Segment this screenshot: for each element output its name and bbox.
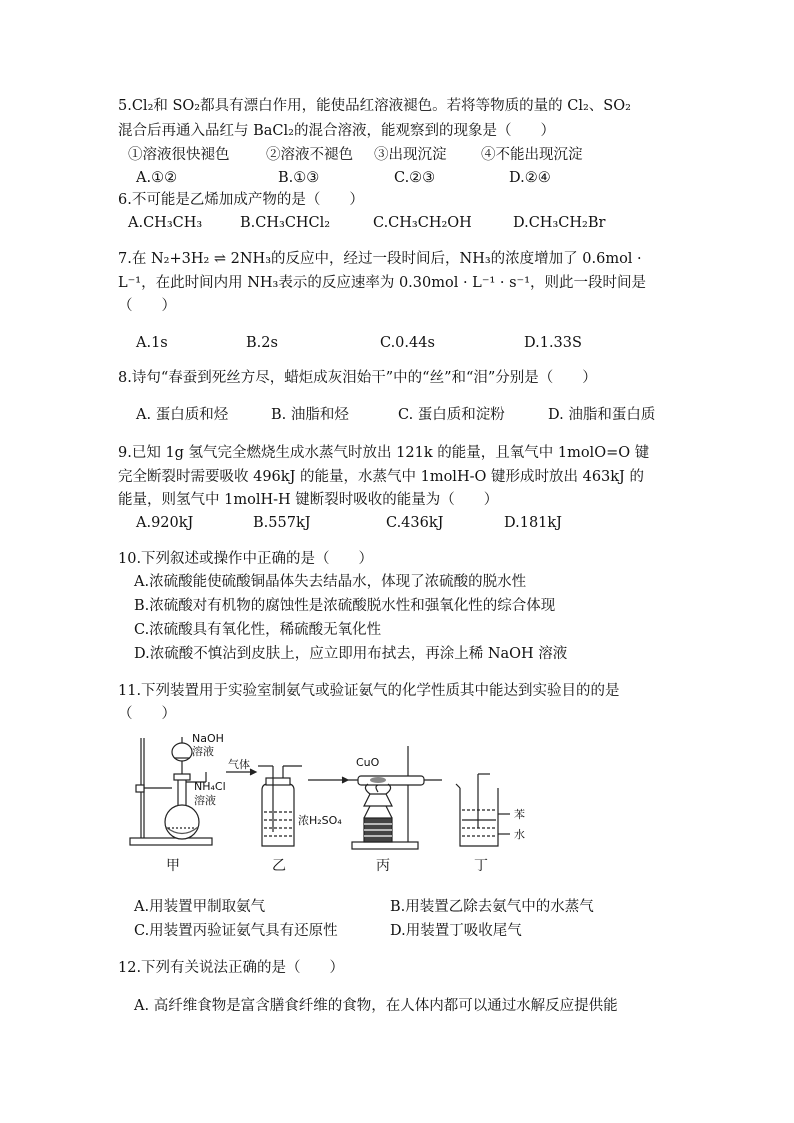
q11-options	[134, 897, 694, 945]
q12-option-a: A. 高纤维食物是富含膳食纤维的食物，在人体内都可以通过水解反应提供能	[134, 998, 618, 1014]
q8-stem: 8.诗句“春蚕到死丝方尽，蜡炬成灰泪始干”中的“丝”和“泪”分别是（ ）	[118, 370, 597, 386]
q11-line-1: 11.下列装置用于实验室制氨气或验证氨气的化学性质其中能达到实验目的的是	[118, 683, 620, 699]
label-water: 水	[514, 828, 525, 841]
label-h2so4: 浓H₂SO₄	[298, 814, 342, 827]
option: A.用装置甲制取氨气	[134, 899, 266, 915]
label-ding: 丁	[474, 858, 488, 874]
q7-line-1: 7.在 N₂+3H₂ ⇌ 2NH₃的反应中，经过一段时间后，NH₃的浓度增加了 0.6mol ·	[118, 251, 642, 267]
label-nh4cl: NH₄Cl	[194, 780, 226, 793]
q10-option-b: B.浓硫酸对有机物的腐蚀性是浓硫酸脱水性和强氧化性的综合体现	[134, 598, 556, 614]
q10-option-c: C.浓硫酸具有氧化性，稀硫酸无氧化性	[134, 622, 382, 638]
q5-statement: ④不能出现沉淀	[481, 147, 583, 163]
label-naoh: NaOH	[192, 732, 224, 745]
option: B. 油脂和烃	[271, 407, 349, 423]
q10-option-a: A.浓硫酸能使硫酸铜晶体失去结晶水，体现了浓硫酸的脱水性	[134, 574, 527, 590]
option: A. 蛋白质和烃	[136, 407, 229, 423]
label-solution-2: 溶液	[194, 794, 216, 807]
option: D.CH₃CH₂Br	[513, 215, 606, 231]
option: D. 油脂和蛋白质	[548, 407, 656, 423]
q9-line-3: 能量，则氢气中 1molH-H 键断裂时吸收的能量为（ ）	[118, 492, 499, 508]
q10-option-d: D.浓硫酸不慎沾到皮肤上，应立即用布拭去，再涂上稀 NaOH 溶液	[134, 646, 568, 662]
option: B.用装置乙除去氨气中的水蒸气	[390, 899, 594, 915]
label-jia: 甲	[166, 858, 180, 874]
option: B.557kJ	[253, 515, 311, 531]
q5-statement: ①溶液很快褪色	[128, 147, 230, 163]
option: D.181kJ	[504, 515, 562, 531]
q7-line-2: L⁻¹，在此时间内用 NH₃表示的反应速率为 0.30mol · L⁻¹ · s⁻¹，则此一段时间是	[118, 275, 647, 291]
q5-line-1: 5.Cl₂和 SO₂都具有漂白作用，能使品红溶液褪色。若将等物质的量的 Cl₂、SO₂	[118, 98, 631, 114]
label-gas: 气体	[228, 758, 250, 771]
label-cuo: CuO	[356, 756, 380, 769]
q12-stem: 12.下列有关说法正确的是（ ）	[118, 960, 345, 976]
option: A.①②	[136, 170, 178, 186]
q5-statement: ③出现沉淀	[374, 147, 447, 163]
apparatus-ding	[456, 774, 510, 846]
option: D.用装置丁吸收尾气	[390, 923, 522, 939]
label-yi: 乙	[272, 858, 286, 874]
q5-line-2: 混合后再通入品红与 BaCl₂的混合溶液，能观察到的现象是（ ）	[118, 123, 555, 139]
option: C. 蛋白质和淀粉	[398, 407, 505, 423]
option: B.①③	[278, 170, 320, 186]
option: C.436kJ	[386, 515, 444, 531]
label-benzene: 苯	[514, 808, 525, 821]
option: A.CH₃CH₃	[128, 215, 203, 231]
q6-stem: 6.不可能是乙烯加成产物的是（ ）	[118, 192, 364, 208]
q10-stem: 10.下列叙述或操作中正确的是（ ）	[118, 551, 374, 567]
option: A.920kJ	[136, 515, 194, 531]
option: C.用装置丙验证氨气具有还原性	[134, 923, 338, 939]
q7-line-3: （ ）	[118, 298, 176, 314]
option: B.2s	[246, 335, 278, 351]
label-solution-1: 溶液	[192, 745, 214, 758]
option: C.CH₃CH₂OH	[373, 215, 472, 231]
option: B.CH₃CHCl₂	[240, 215, 331, 231]
q5-statement: ②溶液不褪色	[266, 147, 353, 163]
q9-line-2: 完全断裂时需要吸收 496kJ 的能量，水蒸气中 1molH-O 键形成时放出 463kJ 的	[118, 469, 644, 485]
apparatus-yi	[258, 766, 302, 846]
option: D.②④	[509, 170, 551, 186]
option: C.0.44s	[380, 335, 435, 351]
label-bing: 丙	[376, 858, 390, 874]
option: A.1s	[136, 335, 168, 351]
apparatus-figure	[126, 728, 546, 882]
option: D.1.33S	[524, 335, 582, 351]
q9-line-1: 9.已知 1g 氢气完全燃烧生成水蒸气时放出 121k 的能量，且氧气中 1molO=O 键	[118, 445, 650, 461]
option: C.②③	[394, 170, 436, 186]
q11-line-2: （ ）	[118, 706, 176, 722]
